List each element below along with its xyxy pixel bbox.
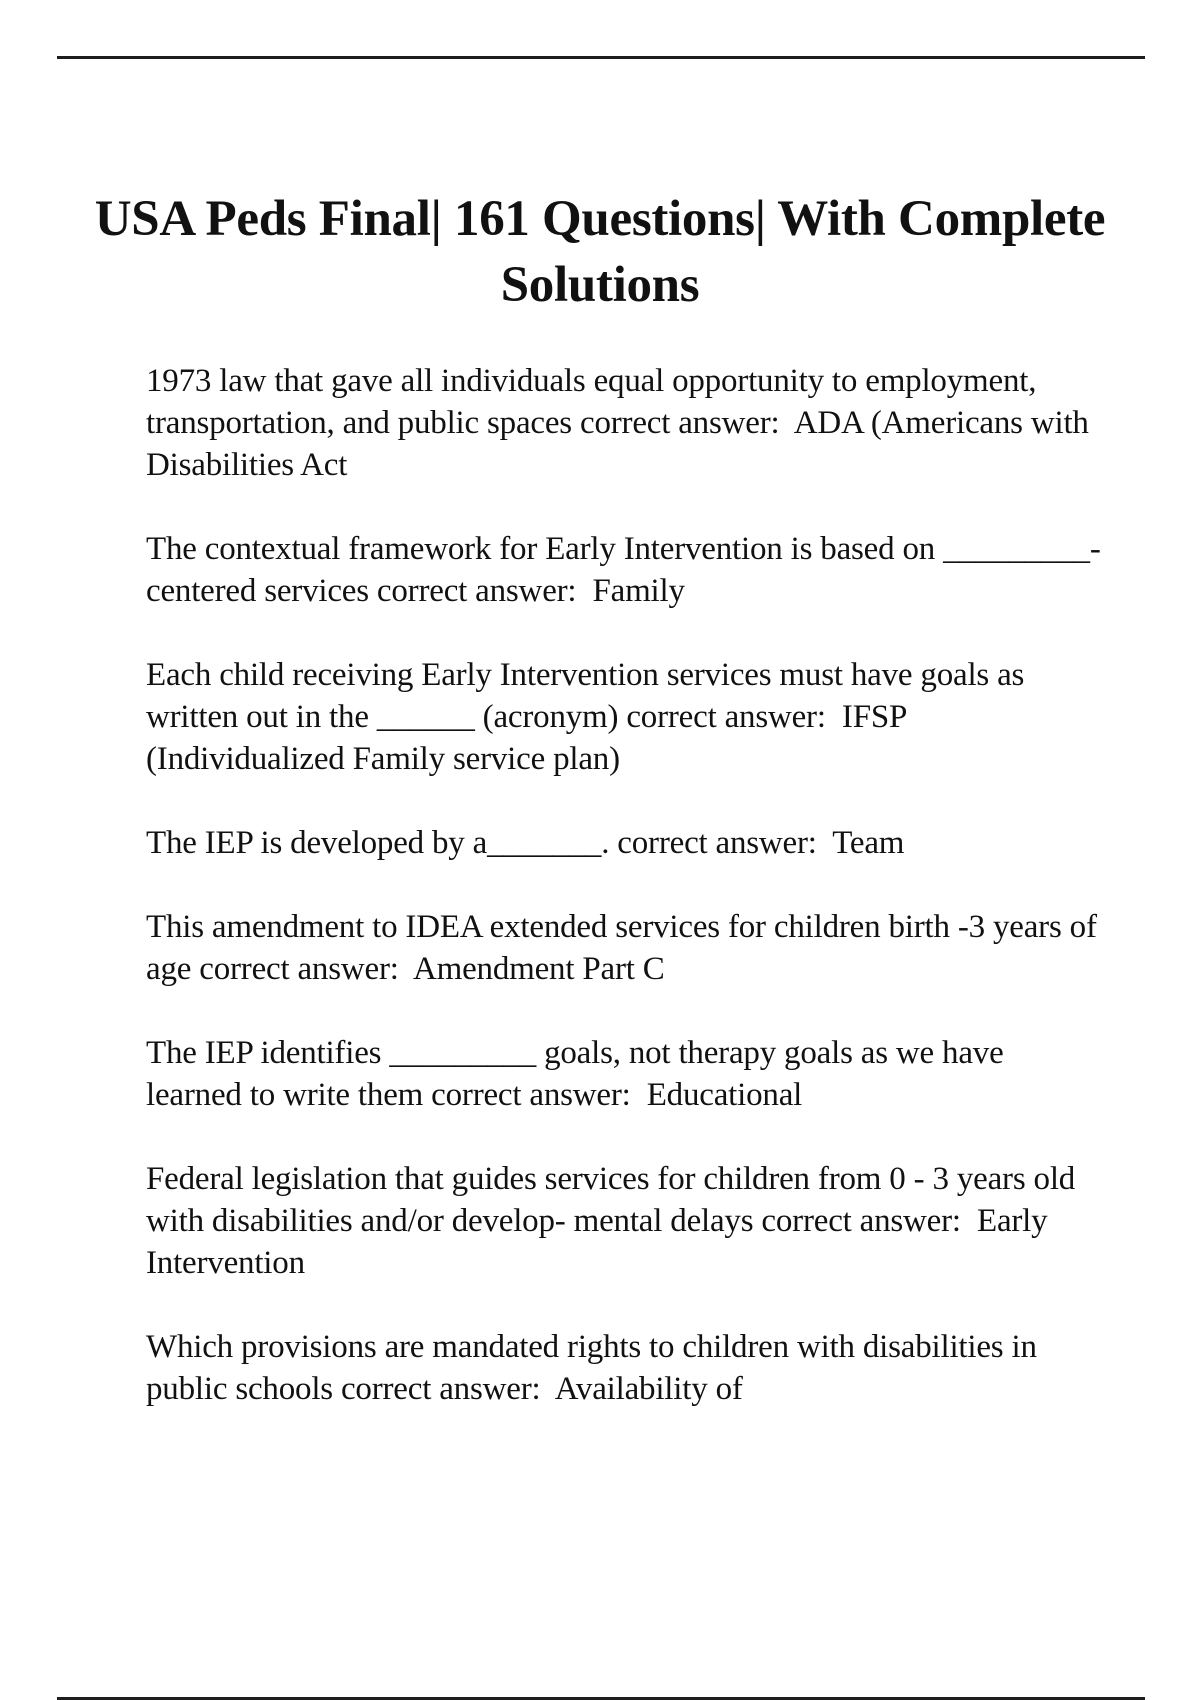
header-rule [57,56,1145,59]
question-item: The contextual framework for Early Intervention is based on _________-centered services correct answer: Family [146,531,1101,609]
question-item: Each child receiving Early Intervention services must have goals as written out in the ______ (acronym) correct answer: IFSP (Individualized Family service plan) [146,657,1033,777]
question-item: Which provisions are mandated rights to children with disabilities in public schools correct answer: Availability of [146,1329,1045,1407]
question-item: The IEP is developed by a_______. correct answer: Team [146,825,905,861]
question-item: 1973 law that gave all individuals equal opportunity to employment, transportation, and public spaces correct answer: ADA (Americans with Disabilities Act [146,363,1097,483]
question-item: This amendment to IDEA extended services for children birth -3 years of age correct answer: Amendment Part C [146,909,1105,987]
question-item: The IEP identifies _________ goals, not therapy goals as we have learned to write them correct answer: Educational [146,1035,1012,1113]
document-title: USA Peds Final| 161 Questions| With Complete Solutions [94,191,1106,313]
question-item: Federal legislation that guides services for children from 0 - 3 years old with disabilities and/or develop- mental delays correct answer: Early Intervention [146,1161,1084,1281]
question-list [146,360,1106,1452]
